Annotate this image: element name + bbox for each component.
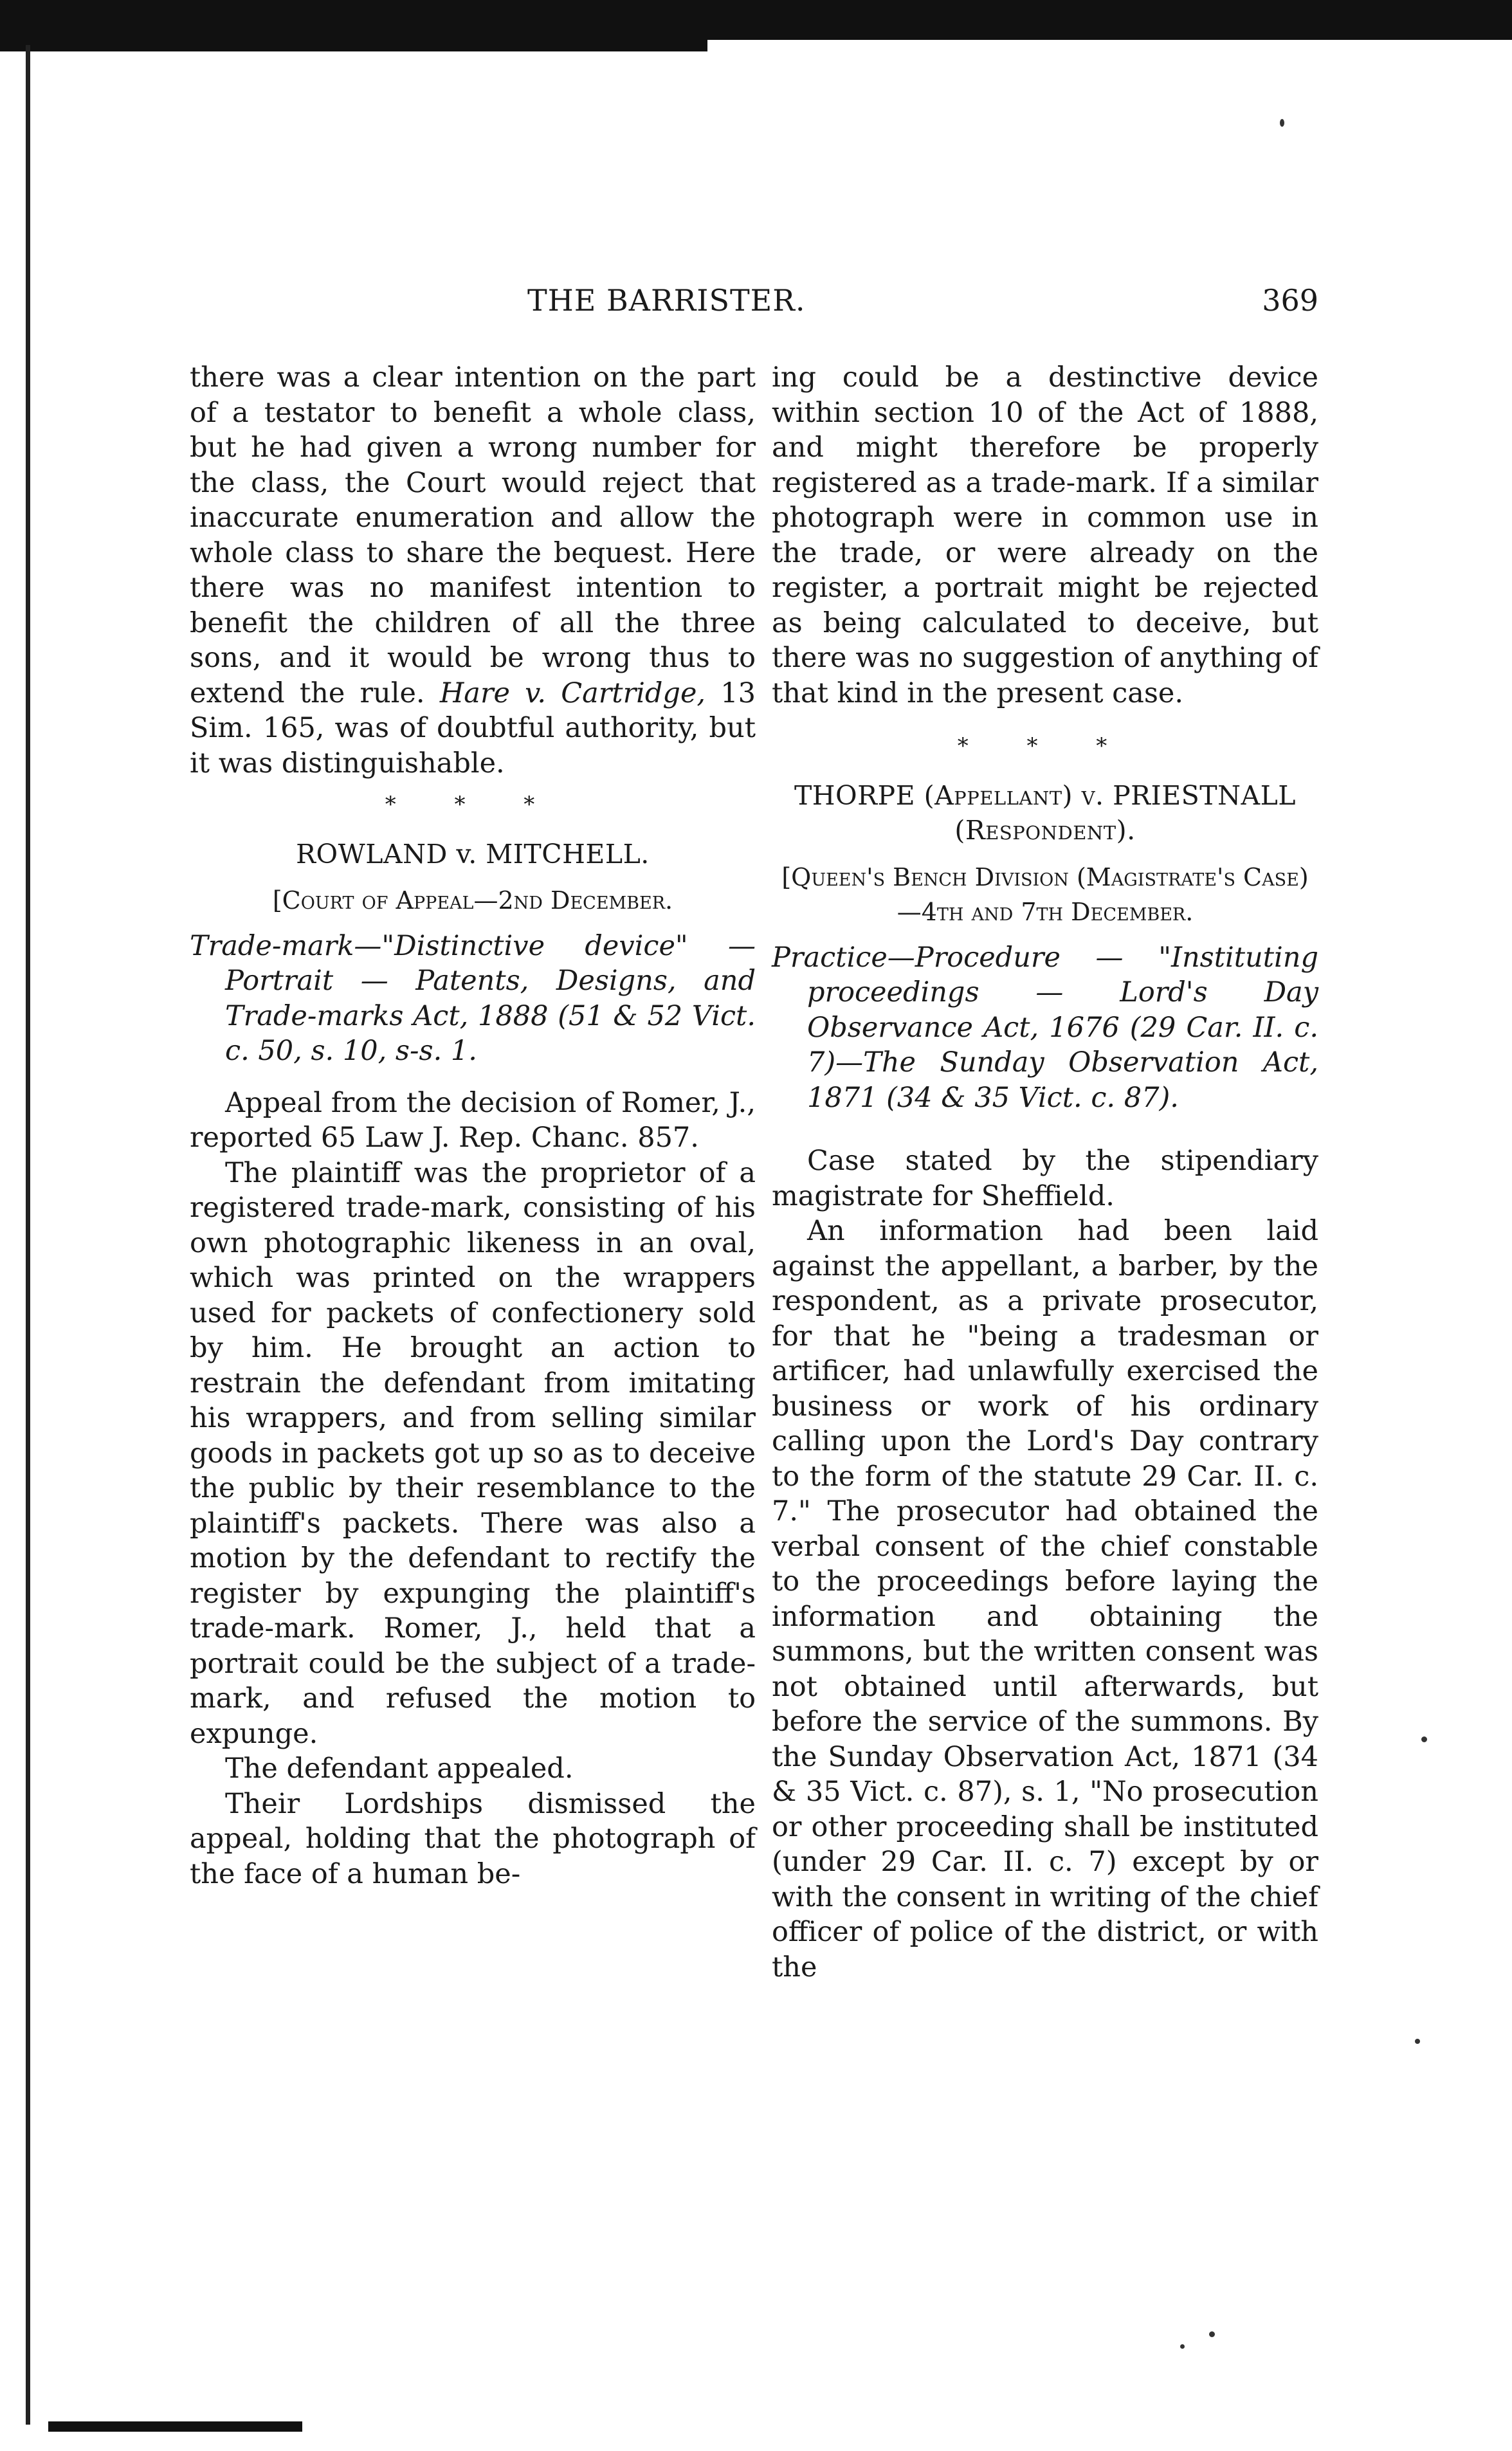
scan-bottom-mark (48, 2421, 302, 2432)
scan-speck (1415, 2039, 1420, 2044)
paragraph: Case stated by the stipendiary magistrate for Sheffield. (772, 1145, 1318, 1212)
scan-speck (1280, 119, 1284, 127)
headnote: Practice—Procedure — "Instituting proceedings — Lord's Day Observance Act, 1676 (29 Car. II. c. 7)—The Sunday Observation Act, 1871 (34 & 35 Vict. c. 87). (772, 941, 1318, 1114)
paragraph: The defendant appealed. (225, 1753, 574, 1785)
page-number: 369 (1262, 283, 1318, 318)
running-head (527, 283, 1428, 328)
scan-speck (1180, 2344, 1185, 2349)
court-line: [Queen's Bench Division (Magistrate's Case)—4th and 7th December. (781, 862, 1309, 926)
case-title: THORPE (Appellant) v. PRIESTNALL (Respondent). (794, 779, 1297, 846)
paragraph: Appeal from the decision of Romer, J., reported 65 Law J. Rep. Chanc. 857. (190, 1086, 756, 1154)
court-line: [Court of Appeal—2nd December. (272, 886, 673, 915)
paragraph: Their Lordships dismissed the appeal, holding that the photograph of the face of a human be- (190, 1787, 756, 1890)
headnote: Trade-mark—"Distinctive device" —Portrait — Patents, Designs, and Trade-marks Act, 1888 (51 & 52 Vict. c. 50, s. 10, s-s. 1. (190, 929, 756, 1067)
running-title: THE BARRISTER. (527, 283, 806, 318)
scan-top-border-shadow (0, 40, 707, 51)
paragraph: The plaintiff was the proprietor of a registered trade-mark, consisting of his own photographic likeness in an oval, which was printed on the wrappers used for packets of confectionery sold by him. He brought an action to restrain the defendant from imitating his wrappers, and from selling similar goods in packets got up so as to deceive the public by their resemblance to the plaintiff's packets. There was also a motion by the defendant to rectify the register by expunging the plaintiff's trade-mark. Romer, J., held that a portrait could be the subject of a trade-mark, and refused the motion to expunge. (190, 1156, 756, 1750)
section-separator: * * * (385, 792, 561, 817)
paragraph-text: 13 Sim. 165, was of doubtful authority, but it was distinguishable. (190, 677, 756, 779)
paragraph: An information had been laid against the appellant, a barber, by the respondent, as a private prosecutor, for that he "being a tradesman or artificer, had unlawfully exercised the business or work of his ordinary calling upon the Lord's Day contrary to the form of the statute 29 Car. II. c. 7." The prosecutor had obtained the verbal consent of the chief constable to the proceedings before laying the information and obtaining the summons, but the written consent was not obtained until afterwards, but before the service of the summons. By the Sunday Observation Act, 1871 (34 & 35 Vict. c. 87), s. 1, "No prosecution or other proceeding shall be instituted (under 29 Car. II. c. 7) except by or with the consent in writing of the chief officer of police of the district, or with the (772, 1215, 1318, 1983)
paragraph (190, 360, 756, 781)
paragraph: ing could be a destinctive device within section 10 of the Act of 1888, and might therefore be properly registered as a trade-mark. If a similar photograph were in common use in the trade, or were already on the register, a portrait might be rejected as being calculated to deceive, but there was no suggestion of anything of that kind in the present case. (772, 361, 1318, 709)
paragraph-text: there was a clear intention on the part of a testator to benefit a whole class, but he had given a wrong number for the class, the Court would reject that inaccurate enumeration and allow the whole class to share the bequest. Here there was no manifest intention to benefit the children of all the three sons, and it would be wrong thus to extend the rule. (190, 361, 756, 709)
scan-top-border (0, 0, 1512, 40)
case-title: ROWLAND v. MITCHELL. (296, 838, 650, 870)
scan-left-border (26, 45, 30, 2425)
left-column (190, 360, 756, 1891)
case-citation: Hare v. Cartridge, (439, 677, 706, 709)
section-separator: * * * (957, 733, 1133, 759)
scan-speck (1209, 2331, 1215, 2337)
right-column (772, 360, 1318, 1985)
scan-speck (1421, 1736, 1427, 1742)
